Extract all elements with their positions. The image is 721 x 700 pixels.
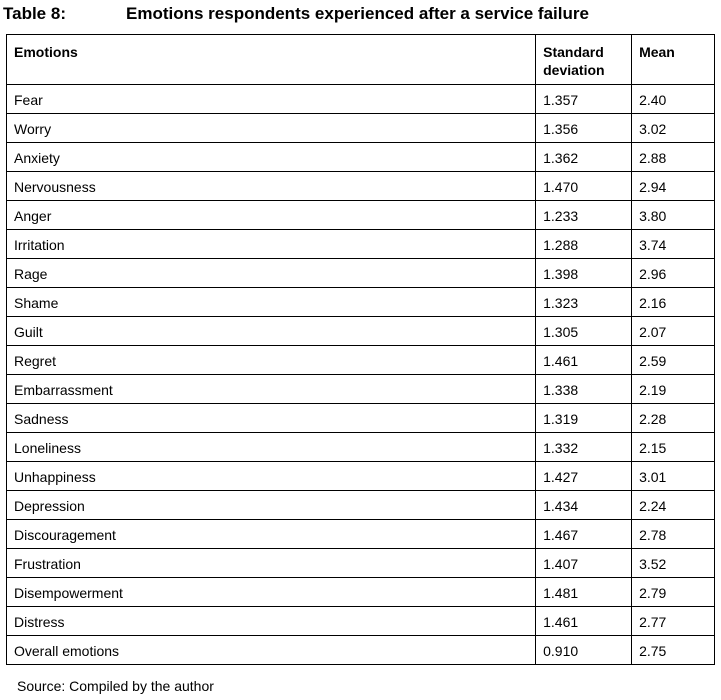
cell-emotion: Irritation bbox=[7, 230, 536, 259]
cell-mean: 3.80 bbox=[632, 201, 715, 230]
source-note: Source: Compiled by the author bbox=[17, 678, 214, 694]
cell-emotion: Distress bbox=[7, 607, 536, 636]
table-row bbox=[7, 549, 715, 578]
emotions-table bbox=[6, 34, 715, 665]
cell-standard-deviation: 1.461 bbox=[536, 346, 632, 375]
cell-standard-deviation: 1.332 bbox=[536, 433, 632, 462]
cell-standard-deviation: 1.470 bbox=[536, 172, 632, 201]
table-row bbox=[7, 636, 715, 665]
table-row bbox=[7, 143, 715, 172]
cell-mean: 2.59 bbox=[632, 346, 715, 375]
cell-mean: 2.75 bbox=[632, 636, 715, 665]
cell-standard-deviation: 1.288 bbox=[536, 230, 632, 259]
cell-mean: 2.24 bbox=[632, 491, 715, 520]
cell-standard-deviation: 1.305 bbox=[536, 317, 632, 346]
cell-emotion: Discouragement bbox=[7, 520, 536, 549]
cell-emotion: Depression bbox=[7, 491, 536, 520]
table-row bbox=[7, 462, 715, 491]
cell-emotion: Fear bbox=[7, 85, 536, 114]
cell-mean: 2.78 bbox=[632, 520, 715, 549]
table-row bbox=[7, 607, 715, 636]
cell-standard-deviation: 1.467 bbox=[536, 520, 632, 549]
cell-mean: 2.79 bbox=[632, 578, 715, 607]
cell-standard-deviation: 1.434 bbox=[536, 491, 632, 520]
cell-standard-deviation: 1.356 bbox=[536, 114, 632, 143]
table-row bbox=[7, 375, 715, 404]
cell-standard-deviation: 1.398 bbox=[536, 259, 632, 288]
table-header-row bbox=[7, 35, 715, 85]
cell-mean: 3.74 bbox=[632, 230, 715, 259]
cell-emotion: Rage bbox=[7, 259, 536, 288]
cell-standard-deviation: 1.357 bbox=[536, 85, 632, 114]
cell-emotion: Disempowerment bbox=[7, 578, 536, 607]
cell-emotion: Loneliness bbox=[7, 433, 536, 462]
cell-emotion: Embarrassment bbox=[7, 375, 536, 404]
table-row bbox=[7, 433, 715, 462]
table-row bbox=[7, 346, 715, 375]
cell-mean: 2.40 bbox=[632, 85, 715, 114]
cell-mean: 2.15 bbox=[632, 433, 715, 462]
cell-standard-deviation: 1.319 bbox=[536, 404, 632, 433]
cell-standard-deviation: 1.427 bbox=[536, 462, 632, 491]
cell-mean: 3.02 bbox=[632, 114, 715, 143]
cell-mean: 2.77 bbox=[632, 607, 715, 636]
table-row bbox=[7, 172, 715, 201]
cell-emotion: Unhappiness bbox=[7, 462, 536, 491]
cell-standard-deviation: 0.910 bbox=[536, 636, 632, 665]
table-row bbox=[7, 317, 715, 346]
header-standard-deviation: Standard deviation bbox=[536, 35, 632, 85]
table-row bbox=[7, 114, 715, 143]
cell-mean: 2.94 bbox=[632, 172, 715, 201]
cell-mean: 2.88 bbox=[632, 143, 715, 172]
cell-standard-deviation: 1.362 bbox=[536, 143, 632, 172]
cell-emotion: Overall emotions bbox=[7, 636, 536, 665]
cell-emotion: Regret bbox=[7, 346, 536, 375]
cell-mean: 2.16 bbox=[632, 288, 715, 317]
cell-mean: 2.19 bbox=[632, 375, 715, 404]
table-row bbox=[7, 578, 715, 607]
cell-mean: 2.28 bbox=[632, 404, 715, 433]
cell-emotion: Guilt bbox=[7, 317, 536, 346]
table-row bbox=[7, 288, 715, 317]
cell-standard-deviation: 1.407 bbox=[536, 549, 632, 578]
cell-standard-deviation: 1.481 bbox=[536, 578, 632, 607]
table-row bbox=[7, 491, 715, 520]
header-mean: Mean bbox=[632, 35, 715, 85]
cell-standard-deviation: 1.461 bbox=[536, 607, 632, 636]
cell-emotion: Anger bbox=[7, 201, 536, 230]
cell-mean: 3.52 bbox=[632, 549, 715, 578]
table-title: Emotions respondents experienced after a service failure bbox=[126, 4, 589, 23]
cell-mean: 3.01 bbox=[632, 462, 715, 491]
cell-mean: 2.07 bbox=[632, 317, 715, 346]
cell-emotion: Shame bbox=[7, 288, 536, 317]
table-number: Table 8: bbox=[3, 4, 66, 23]
table-row bbox=[7, 230, 715, 259]
cell-standard-deviation: 1.338 bbox=[536, 375, 632, 404]
table-row bbox=[7, 85, 715, 114]
cell-standard-deviation: 1.233 bbox=[536, 201, 632, 230]
table-row bbox=[7, 201, 715, 230]
header-emotions: Emotions bbox=[7, 35, 536, 85]
cell-emotion: Sadness bbox=[7, 404, 536, 433]
table-row bbox=[7, 259, 715, 288]
cell-emotion: Nervousness bbox=[7, 172, 536, 201]
table-row bbox=[7, 520, 715, 549]
table-row bbox=[7, 404, 715, 433]
table-body bbox=[7, 85, 715, 665]
cell-emotion: Frustration bbox=[7, 549, 536, 578]
cell-standard-deviation: 1.323 bbox=[536, 288, 632, 317]
cell-mean: 2.96 bbox=[632, 259, 715, 288]
cell-emotion: Worry bbox=[7, 114, 536, 143]
cell-emotion: Anxiety bbox=[7, 143, 536, 172]
